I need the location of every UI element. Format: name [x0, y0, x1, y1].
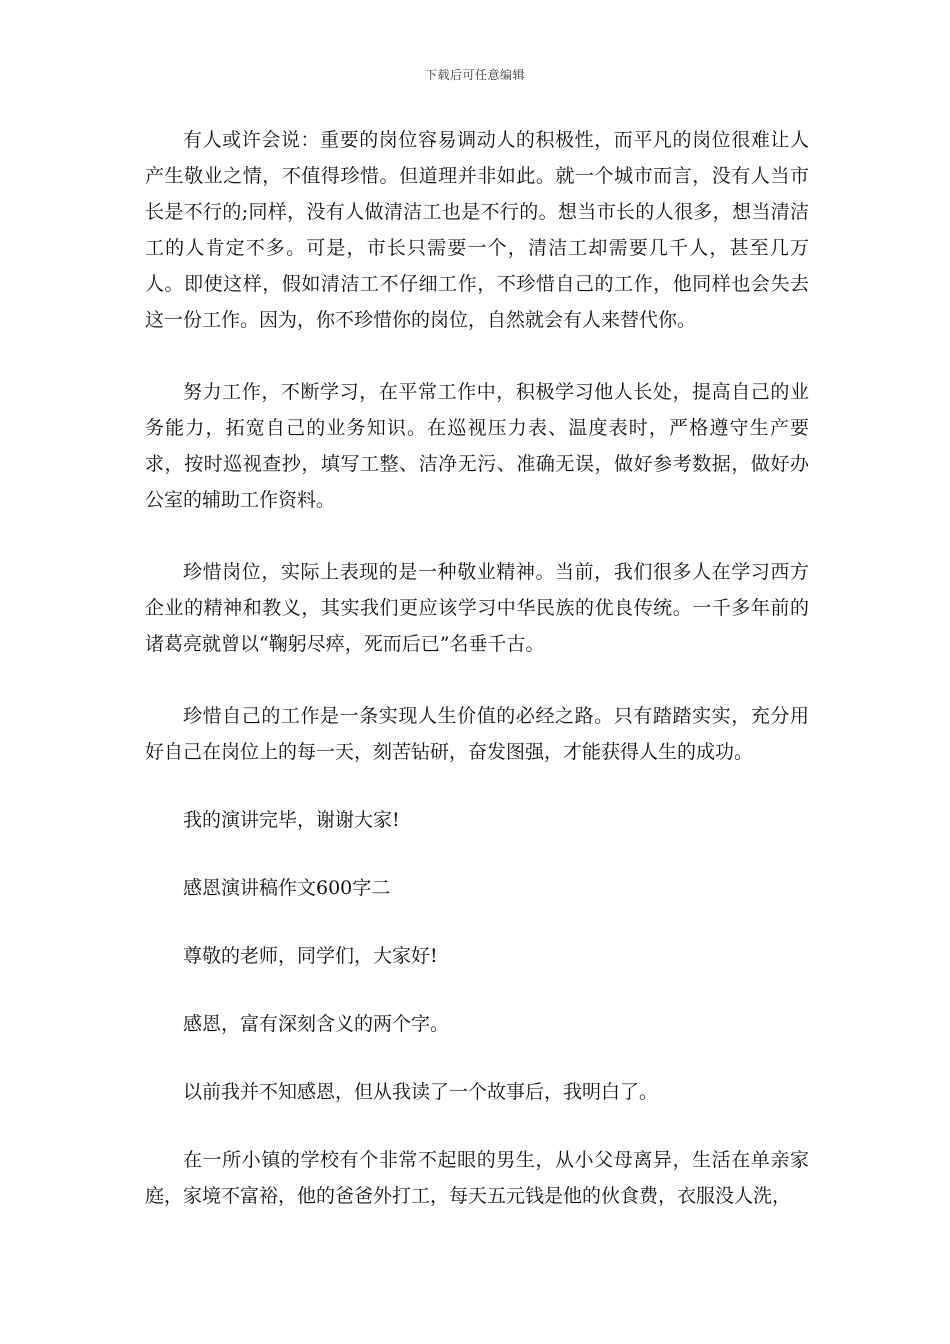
- page-header-note: 下载后可任意编辑: [424, 68, 525, 82]
- paragraph-story-intro: 以前我并不知感恩，但从我读了一个故事后，我明白了。: [183, 1081, 659, 1103]
- section-title: 感恩演讲稿作文600字二: [183, 877, 391, 899]
- paragraph-thanks-meaning: 感恩，富有深刻含义的两个字。: [183, 1013, 450, 1035]
- greeting-line: 尊敬的老师，同学们，大家好!: [183, 945, 438, 967]
- paragraph-2: 努力工作，不断学习，在平常工作中，积极学习他人长处，提高自己的业务能力，拓宽自己的业务知识。在巡视压力表、温度表时，严格遵守生产要求，按时巡视查抄，填写工整、洁净无污、准确无误，做好参考数据，做好办公室的辅助工作资料。: [145, 381, 809, 511]
- closing-line: 我的演讲完毕，谢谢大家!: [183, 809, 400, 831]
- paragraph-1: 有人或许会说：重要的岗位容易调动人的积极性，而平凡的岗位很难让人产生敬业之情，不值得珍惜。但道理并非如此。就一个城市而言，没有人当市长是不行的;同样，没有人做清洁工也是不行的。想当市长的人很多，想当清洁工的人肯定不多。可是，市长只需要一个，清洁工却需要几千人，甚至几万人。即使这样，假如清洁工不仔细工作，不珍惜自己的工作，他同样也会失去这一份工作。因为，你不珍惜你的岗位，自然就会有人来替代你。: [145, 129, 809, 331]
- paragraph-story: 在一所小镇的学校有个非常不起眼的男生，从小父母离异，生活在单亲家庭，家境不富裕，他的爸爸外打工，每天五元钱是他的伙食费，衣服没人洗，: [145, 1149, 809, 1207]
- document-body: [145, 122, 809, 1214]
- paragraph-4: 珍惜自己的工作是一条实现人生价值的必经之路。只有踏踏实实，充分用好自己在岗位上的每一天，刻苦钻研，奋发图强，才能获得人生的成功。: [145, 705, 809, 763]
- paragraph-3: 珍惜岗位，实际上表现的是一种敬业精神。当前，我们很多人在学习西方企业的精神和教义，其实我们更应该学习中华民族的优良传统。一千多年前的诸葛亮就曾以“鞠躬尽瘁，死而后已”名垂千古。: [145, 561, 809, 655]
